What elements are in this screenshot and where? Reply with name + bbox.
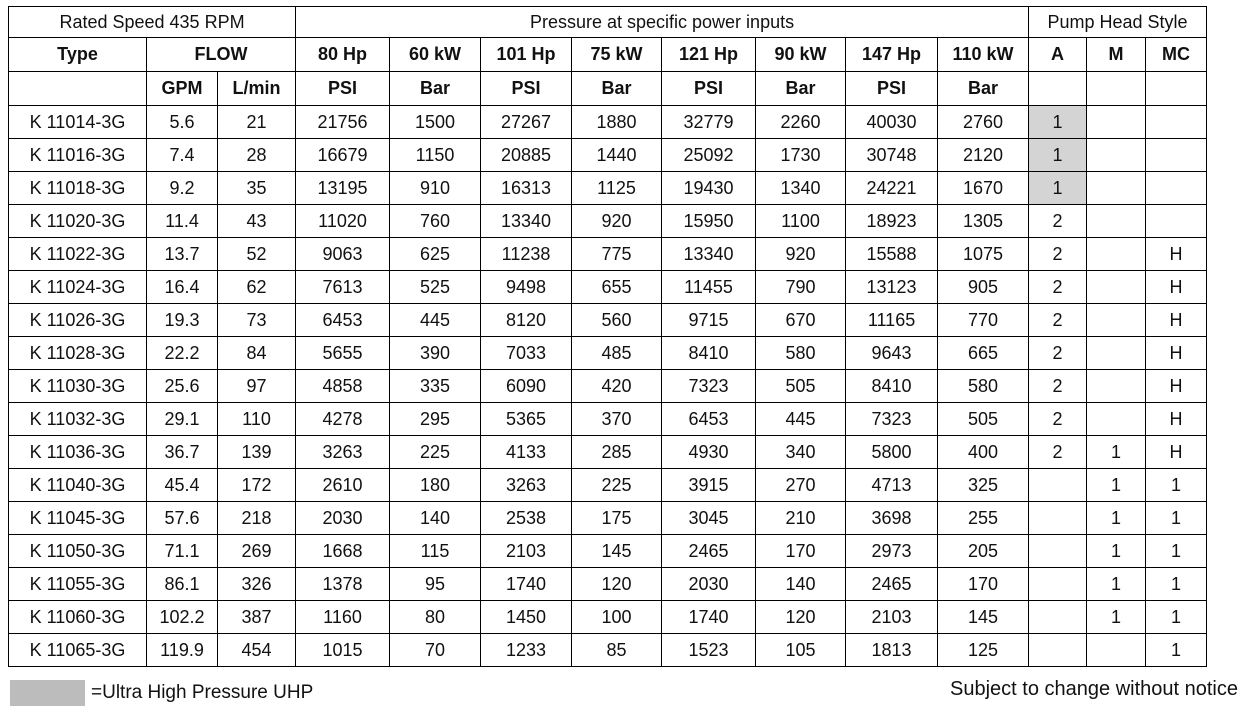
unit-header: Bar <box>572 72 662 106</box>
table-row <box>9 436 1207 469</box>
pressure-cell: 1880 <box>572 106 662 139</box>
pressure-cell: 760 <box>390 205 481 238</box>
pressure-cell: 560 <box>572 304 662 337</box>
pressure-cell: 95 <box>390 568 481 601</box>
pressure-cell: 2030 <box>296 502 390 535</box>
lmin-header: L/min <box>218 72 296 106</box>
pressure-cell: 1378 <box>296 568 390 601</box>
pressure-cell: 790 <box>756 271 846 304</box>
header-row-power <box>9 38 1207 72</box>
head-a-cell: 2 <box>1029 403 1087 436</box>
power-header: 90 kW <box>756 38 846 72</box>
pressure-cell: 5655 <box>296 337 390 370</box>
pressure-cell: 1150 <box>390 139 481 172</box>
gpm-cell: 36.7 <box>147 436 218 469</box>
head-a-cell <box>1029 502 1087 535</box>
pressure-cell: 4858 <box>296 370 390 403</box>
table-row <box>9 337 1207 370</box>
head-a-cell: 2 <box>1029 337 1087 370</box>
table-row <box>9 535 1207 568</box>
type-cell: K 11045-3G <box>9 502 147 535</box>
pressure-cell: 1730 <box>756 139 846 172</box>
unit-header: PSI <box>481 72 572 106</box>
pressure-header: Pressure at specific power inputs <box>296 7 1029 38</box>
head-m-cell <box>1087 139 1146 172</box>
pressure-cell: 445 <box>390 304 481 337</box>
table-row <box>9 139 1207 172</box>
pressure-cell: 8410 <box>846 370 938 403</box>
head-mc-cell: 1 <box>1146 568 1207 601</box>
pressure-cell: 7323 <box>846 403 938 436</box>
pressure-cell: 920 <box>572 205 662 238</box>
head-mc-cell <box>1146 106 1207 139</box>
pressure-cell: 24221 <box>846 172 938 205</box>
table-row <box>9 304 1207 337</box>
flow-header: FLOW <box>147 38 296 72</box>
pressure-cell: 9498 <box>481 271 572 304</box>
lmin-cell: 28 <box>218 139 296 172</box>
pressure-cell: 2465 <box>846 568 938 601</box>
notice-text: Subject to change without notice <box>950 678 1238 700</box>
head-a-cell <box>1029 634 1087 667</box>
pressure-cell: 105 <box>756 634 846 667</box>
pressure-cell: 2760 <box>938 106 1029 139</box>
pressure-cell: 920 <box>756 238 846 271</box>
lmin-cell: 21 <box>218 106 296 139</box>
pressure-cell: 1340 <box>756 172 846 205</box>
gpm-cell: 22.2 <box>147 337 218 370</box>
head-a-cell: 1 <box>1029 172 1087 205</box>
pressure-cell: 8120 <box>481 304 572 337</box>
pressure-cell: 1523 <box>662 634 756 667</box>
pressure-cell: 170 <box>938 568 1029 601</box>
lmin-cell: 43 <box>218 205 296 238</box>
pressure-cell: 1450 <box>481 601 572 634</box>
pressure-cell: 70 <box>390 634 481 667</box>
head-m-cell: 1 <box>1087 469 1146 502</box>
pressure-cell: 13340 <box>662 238 756 271</box>
pressure-cell: 3263 <box>481 469 572 502</box>
unit-header: PSI <box>846 72 938 106</box>
pressure-cell: 4278 <box>296 403 390 436</box>
unit-header: Bar <box>390 72 481 106</box>
pressure-cell: 270 <box>756 469 846 502</box>
pressure-cell: 210 <box>756 502 846 535</box>
type-cell: K 11016-3G <box>9 139 147 172</box>
type-cell: K 11026-3G <box>9 304 147 337</box>
pressure-cell: 1670 <box>938 172 1029 205</box>
head-mc-cell: H <box>1146 238 1207 271</box>
pressure-cell: 180 <box>390 469 481 502</box>
head-a-cell: 2 <box>1029 436 1087 469</box>
table-row <box>9 205 1207 238</box>
head-m-cell <box>1087 172 1146 205</box>
pressure-cell: 2610 <box>296 469 390 502</box>
head-a-cell: 2 <box>1029 304 1087 337</box>
type-cell: K 11030-3G <box>9 370 147 403</box>
gpm-cell: 86.1 <box>147 568 218 601</box>
pressure-cell: 11165 <box>846 304 938 337</box>
table-row <box>9 106 1207 139</box>
pressure-cell: 1075 <box>938 238 1029 271</box>
pressure-cell: 4133 <box>481 436 572 469</box>
head-mc-cell <box>1146 172 1207 205</box>
head-a-cell: 1 <box>1029 139 1087 172</box>
head-mc-cell: 1 <box>1146 535 1207 568</box>
type-cell: K 11032-3G <box>9 403 147 436</box>
pressure-cell: 1440 <box>572 139 662 172</box>
pressure-cell: 775 <box>572 238 662 271</box>
pressure-cell: 40030 <box>846 106 938 139</box>
lmin-cell: 172 <box>218 469 296 502</box>
type-cell: K 11022-3G <box>9 238 147 271</box>
head-mc-cell: H <box>1146 337 1207 370</box>
pressure-cell: 255 <box>938 502 1029 535</box>
pressure-cell: 100 <box>572 601 662 634</box>
pressure-cell: 340 <box>756 436 846 469</box>
lmin-cell: 269 <box>218 535 296 568</box>
pump-head-style-header: Pump Head Style <box>1029 7 1207 38</box>
lmin-cell: 84 <box>218 337 296 370</box>
head-mc-cell: 1 <box>1146 601 1207 634</box>
pressure-cell: 4930 <box>662 436 756 469</box>
lmin-cell: 73 <box>218 304 296 337</box>
head-m-cell: 1 <box>1087 502 1146 535</box>
pressure-cell: 3045 <box>662 502 756 535</box>
type-cell: K 11036-3G <box>9 436 147 469</box>
pressure-cell: 9063 <box>296 238 390 271</box>
pressure-cell: 505 <box>756 370 846 403</box>
head-m-cell <box>1087 205 1146 238</box>
pressure-cell: 15588 <box>846 238 938 271</box>
pressure-cell: 11455 <box>662 271 756 304</box>
head-m-cell <box>1087 634 1146 667</box>
lmin-cell: 110 <box>218 403 296 436</box>
pressure-cell: 3698 <box>846 502 938 535</box>
head-m-cell <box>1087 337 1146 370</box>
pressure-cell: 2103 <box>846 601 938 634</box>
power-header: 121 Hp <box>662 38 756 72</box>
power-header: 80 Hp <box>296 38 390 72</box>
pressure-cell: 175 <box>572 502 662 535</box>
pressure-cell: 1305 <box>938 205 1029 238</box>
head-mc-cell: 1 <box>1146 502 1207 535</box>
pressure-cell: 18923 <box>846 205 938 238</box>
head-mc-cell: H <box>1146 304 1207 337</box>
power-header: 147 Hp <box>846 38 938 72</box>
table-row <box>9 568 1207 601</box>
gpm-cell: 5.6 <box>147 106 218 139</box>
pressure-cell: 2465 <box>662 535 756 568</box>
unit-header: PSI <box>662 72 756 106</box>
unit-header: Bar <box>756 72 846 106</box>
pressure-cell: 2538 <box>481 502 572 535</box>
pressure-cell: 145 <box>572 535 662 568</box>
head-a-cell: 2 <box>1029 238 1087 271</box>
head-mc-cell: 1 <box>1146 634 1207 667</box>
type-cell: K 11028-3G <box>9 337 147 370</box>
pressure-cell: 2973 <box>846 535 938 568</box>
type-unit-blank <box>9 72 147 106</box>
head-m-cell <box>1087 403 1146 436</box>
head-m-cell: 1 <box>1087 535 1146 568</box>
pressure-cell: 4713 <box>846 469 938 502</box>
type-cell: K 11050-3G <box>9 535 147 568</box>
pressure-cell: 16313 <box>481 172 572 205</box>
pressure-cell: 1740 <box>662 601 756 634</box>
type-cell: K 11055-3G <box>9 568 147 601</box>
pump-spec-table <box>8 6 1207 667</box>
lmin-cell: 97 <box>218 370 296 403</box>
table-row <box>9 271 1207 304</box>
head-a-cell <box>1029 568 1087 601</box>
pressure-cell: 525 <box>390 271 481 304</box>
pressure-cell: 7323 <box>662 370 756 403</box>
pressure-cell: 225 <box>572 469 662 502</box>
pressure-cell: 335 <box>390 370 481 403</box>
pressure-cell: 13123 <box>846 271 938 304</box>
power-header: 101 Hp <box>481 38 572 72</box>
pressure-cell: 19430 <box>662 172 756 205</box>
gpm-cell: 45.4 <box>147 469 218 502</box>
pressure-cell: 285 <box>572 436 662 469</box>
table-row <box>9 403 1207 436</box>
pressure-cell: 905 <box>938 271 1029 304</box>
gpm-cell: 71.1 <box>147 535 218 568</box>
pressure-cell: 140 <box>756 568 846 601</box>
pressure-cell: 1015 <box>296 634 390 667</box>
head-a-cell <box>1029 601 1087 634</box>
pressure-cell: 16679 <box>296 139 390 172</box>
pressure-cell: 400 <box>938 436 1029 469</box>
pressure-cell: 420 <box>572 370 662 403</box>
pressure-cell: 580 <box>938 370 1029 403</box>
head-m-cell <box>1087 106 1146 139</box>
pressure-cell: 2260 <box>756 106 846 139</box>
uhp-swatch <box>10 680 85 706</box>
lmin-cell: 139 <box>218 436 296 469</box>
pressure-cell: 25092 <box>662 139 756 172</box>
pressure-cell: 21756 <box>296 106 390 139</box>
header-row-units <box>9 72 1207 106</box>
pressure-cell: 770 <box>938 304 1029 337</box>
pressure-cell: 8410 <box>662 337 756 370</box>
pressure-cell: 80 <box>390 601 481 634</box>
pressure-cell: 120 <box>756 601 846 634</box>
head-m-cell: 1 <box>1087 436 1146 469</box>
pressure-cell: 2103 <box>481 535 572 568</box>
table-row <box>9 469 1207 502</box>
head-unit-blank <box>1029 72 1087 106</box>
table-row <box>9 601 1207 634</box>
pressure-cell: 6453 <box>296 304 390 337</box>
pressure-cell: 370 <box>572 403 662 436</box>
pressure-cell: 15950 <box>662 205 756 238</box>
gpm-cell: 13.7 <box>147 238 218 271</box>
head-mc-cell <box>1146 205 1207 238</box>
pressure-cell: 5365 <box>481 403 572 436</box>
type-header: Type <box>9 38 147 72</box>
pressure-cell: 485 <box>572 337 662 370</box>
pressure-cell: 1160 <box>296 601 390 634</box>
pressure-cell: 1100 <box>756 205 846 238</box>
head-style-mc-header: MC <box>1146 38 1207 72</box>
head-a-cell: 2 <box>1029 205 1087 238</box>
pressure-cell: 27267 <box>481 106 572 139</box>
head-m-cell: 1 <box>1087 568 1146 601</box>
head-style-m-header: M <box>1087 38 1146 72</box>
gpm-cell: 19.3 <box>147 304 218 337</box>
lmin-cell: 62 <box>218 271 296 304</box>
head-a-cell: 2 <box>1029 370 1087 403</box>
pressure-cell: 665 <box>938 337 1029 370</box>
gpm-cell: 57.6 <box>147 502 218 535</box>
gpm-cell: 25.6 <box>147 370 218 403</box>
pressure-cell: 580 <box>756 337 846 370</box>
table-row <box>9 370 1207 403</box>
pressure-cell: 115 <box>390 535 481 568</box>
pressure-cell: 120 <box>572 568 662 601</box>
power-header: 110 kW <box>938 38 1029 72</box>
type-cell: K 11020-3G <box>9 205 147 238</box>
pressure-cell: 295 <box>390 403 481 436</box>
pressure-cell: 125 <box>938 634 1029 667</box>
gpm-cell: 7.4 <box>147 139 218 172</box>
pressure-cell: 5800 <box>846 436 938 469</box>
pressure-cell: 505 <box>938 403 1029 436</box>
pressure-cell: 655 <box>572 271 662 304</box>
head-mc-cell: H <box>1146 403 1207 436</box>
legend-text: =Ultra High Pressure UHP <box>91 682 314 703</box>
pressure-cell: 1740 <box>481 568 572 601</box>
head-mc-cell: H <box>1146 271 1207 304</box>
table-body <box>9 106 1207 667</box>
pressure-cell: 1668 <box>296 535 390 568</box>
pressure-cell: 85 <box>572 634 662 667</box>
table-row <box>9 502 1207 535</box>
gpm-cell: 9.2 <box>147 172 218 205</box>
pressure-cell: 225 <box>390 436 481 469</box>
pressure-cell: 32779 <box>662 106 756 139</box>
gpm-cell: 16.4 <box>147 271 218 304</box>
table-row <box>9 238 1207 271</box>
head-mc-cell: H <box>1146 436 1207 469</box>
head-a-cell <box>1029 535 1087 568</box>
head-m-cell <box>1087 271 1146 304</box>
pressure-cell: 625 <box>390 238 481 271</box>
pressure-cell: 7613 <box>296 271 390 304</box>
legend <box>10 680 313 706</box>
pressure-cell: 11238 <box>481 238 572 271</box>
head-a-cell: 2 <box>1029 271 1087 304</box>
pressure-cell: 1125 <box>572 172 662 205</box>
gpm-cell: 102.2 <box>147 601 218 634</box>
type-cell: K 11014-3G <box>9 106 147 139</box>
pressure-cell: 3915 <box>662 469 756 502</box>
pressure-cell: 670 <box>756 304 846 337</box>
table-row <box>9 172 1207 205</box>
pressure-cell: 30748 <box>846 139 938 172</box>
head-m-cell <box>1087 370 1146 403</box>
pressure-cell: 6453 <box>662 403 756 436</box>
head-style-a-header: A <box>1029 38 1087 72</box>
pressure-cell: 1500 <box>390 106 481 139</box>
pressure-cell: 7033 <box>481 337 572 370</box>
lmin-cell: 454 <box>218 634 296 667</box>
pressure-cell: 9715 <box>662 304 756 337</box>
pressure-cell: 145 <box>938 601 1029 634</box>
pressure-cell: 3263 <box>296 436 390 469</box>
head-unit-blank <box>1087 72 1146 106</box>
head-unit-blank <box>1146 72 1207 106</box>
unit-header: Bar <box>938 72 1029 106</box>
table-row <box>9 634 1207 667</box>
type-cell: K 11065-3G <box>9 634 147 667</box>
head-m-cell: 1 <box>1087 601 1146 634</box>
pressure-cell: 445 <box>756 403 846 436</box>
pressure-cell: 1233 <box>481 634 572 667</box>
header-row-top <box>9 7 1207 38</box>
lmin-cell: 326 <box>218 568 296 601</box>
pressure-cell: 325 <box>938 469 1029 502</box>
lmin-cell: 35 <box>218 172 296 205</box>
head-a-cell <box>1029 469 1087 502</box>
lmin-cell: 218 <box>218 502 296 535</box>
pressure-cell: 390 <box>390 337 481 370</box>
head-mc-cell <box>1146 139 1207 172</box>
pressure-cell: 6090 <box>481 370 572 403</box>
head-mc-cell: H <box>1146 370 1207 403</box>
lmin-cell: 52 <box>218 238 296 271</box>
gpm-cell: 29.1 <box>147 403 218 436</box>
head-m-cell <box>1087 238 1146 271</box>
unit-header: PSI <box>296 72 390 106</box>
head-a-cell: 1 <box>1029 106 1087 139</box>
pressure-cell: 170 <box>756 535 846 568</box>
pressure-cell: 2030 <box>662 568 756 601</box>
pressure-cell: 13195 <box>296 172 390 205</box>
pressure-cell: 1813 <box>846 634 938 667</box>
gpm-cell: 119.9 <box>147 634 218 667</box>
type-cell: K 11040-3G <box>9 469 147 502</box>
type-cell: K 11060-3G <box>9 601 147 634</box>
pressure-cell: 910 <box>390 172 481 205</box>
pressure-cell: 140 <box>390 502 481 535</box>
gpm-header: GPM <box>147 72 218 106</box>
power-header: 60 kW <box>390 38 481 72</box>
type-cell: K 11024-3G <box>9 271 147 304</box>
head-m-cell <box>1087 304 1146 337</box>
gpm-cell: 11.4 <box>147 205 218 238</box>
pressure-cell: 13340 <box>481 205 572 238</box>
pressure-cell: 11020 <box>296 205 390 238</box>
rated-speed-header: Rated Speed 435 RPM <box>9 7 296 38</box>
pressure-cell: 2120 <box>938 139 1029 172</box>
type-cell: K 11018-3G <box>9 172 147 205</box>
head-mc-cell: 1 <box>1146 469 1207 502</box>
lmin-cell: 387 <box>218 601 296 634</box>
pressure-cell: 9643 <box>846 337 938 370</box>
power-header: 75 kW <box>572 38 662 72</box>
pressure-cell: 20885 <box>481 139 572 172</box>
pressure-cell: 205 <box>938 535 1029 568</box>
